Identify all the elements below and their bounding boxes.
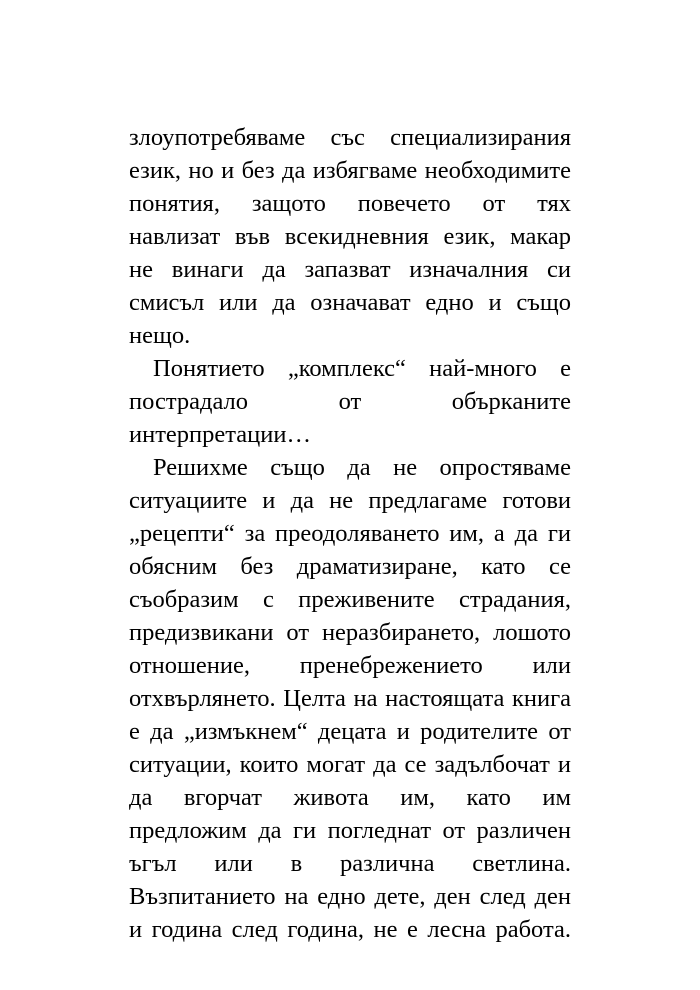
- text-line: отношение, пренебрежението или: [129, 652, 571, 679]
- text-line: език, но и без да избягваме необходимите: [129, 157, 571, 184]
- text-line: нещо.: [129, 322, 191, 349]
- text-line: предизвикани от неразбирането, лошото: [129, 619, 571, 646]
- text-line: Понятието „комплекс“ най-много е: [153, 355, 571, 382]
- text-line: отхвърлянето. Целта на настоящата книга: [129, 685, 571, 712]
- text-line: съобразим с преживените страдания,: [129, 586, 571, 613]
- text-line: ъгъл или в различна светлина.: [129, 850, 571, 877]
- text-line: интерпретации…: [129, 421, 312, 448]
- text-line: Възпитанието на едно дете, ден след ден: [129, 883, 571, 910]
- text-line: е да „измъкнем“ децата и родителите от: [129, 718, 571, 745]
- text-line: не винаги да запазват изначалния си: [129, 256, 571, 283]
- text-line: и година след година, не е лесна работа.: [129, 916, 571, 943]
- body-text: [129, 121, 571, 946]
- text-line: предложим да ги погледнат от различен: [129, 817, 571, 844]
- text-line: пострадало от обърканите: [129, 388, 571, 415]
- text-line: ситуациите и да не предлагаме готови: [129, 487, 571, 514]
- text-line: смисъл или да означават едно и също: [129, 289, 571, 316]
- text-line: злоупотребяваме със специализирания: [129, 124, 571, 151]
- text-line: понятия, защото повечето от тях: [129, 190, 571, 217]
- text-line: Решихме също да не опростяваме: [153, 454, 571, 481]
- text-line: ситуации, които могат да се задълбочат и: [129, 751, 571, 778]
- text-line: обясним без драматизиране, като се: [129, 553, 571, 580]
- text-line: „рецепти“ за преодоляването им, а да ги: [129, 520, 571, 547]
- text-line: навлизат във всекидневния език, макар: [129, 223, 571, 250]
- text-line: да вгорчат живота им, като им: [129, 784, 571, 811]
